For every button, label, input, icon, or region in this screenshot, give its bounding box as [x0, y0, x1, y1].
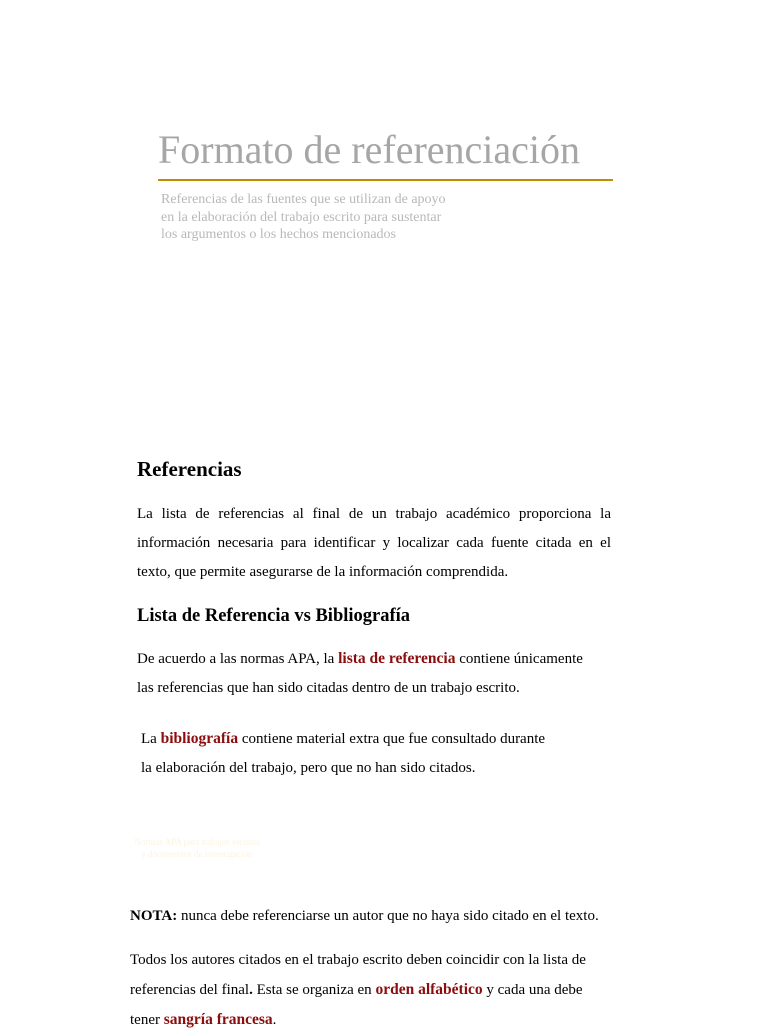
highlight-bibliografia: bibliografía: [160, 730, 239, 747]
text-run-bold-period: .: [249, 982, 253, 998]
paragraph-line: [137, 644, 617, 674]
bibliografia-paragraph: [141, 724, 621, 783]
paragraph-line: las referencias que han sido citadas dentro de un trabajo escrito.: [137, 680, 520, 696]
faint-caption-line: Normas APA para trabajos escritos: [134, 837, 260, 847]
lista-vs-bibliografia-heading: Lista de Referencia vs Bibliografía: [137, 606, 411, 626]
document-title: Formato de referenciación: [158, 127, 581, 172]
text-run: .: [272, 1012, 277, 1028]
paragraph-line: Todos los autores citados en el trabajo escrito deben coincidir con la lista de: [130, 952, 586, 968]
referencias-heading: Referencias: [137, 457, 242, 481]
highlight-orden-alfabetico: orden alfabético: [375, 981, 483, 998]
text-run: referencias del final: [130, 982, 250, 998]
paragraph-line: [141, 724, 621, 754]
highlight-sangria-francesa: sangría francesa: [163, 1011, 273, 1028]
lista-referencia-paragraph: [137, 644, 617, 703]
text-run: y cada una debe: [482, 982, 583, 998]
nota-text: nunca debe referenciarse un autor que no haya sido citado en el texto.: [177, 908, 599, 924]
referencias-paragraph: La lista de referencias al final de un trabajo académico proporciona la información necesaria para identificar y localizar cada fuente citada en el texto, que permite asegurarse de la información comprendida.: [137, 506, 611, 580]
paragraph-line: [130, 1005, 641, 1035]
nota-paragraph: [130, 902, 650, 931]
highlight-lista-de-referencia: lista de referencia: [338, 650, 456, 667]
nota-label: NOTA:: [130, 908, 178, 924]
text-run: Esta se organiza en: [252, 982, 376, 998]
title-underline-rule: [158, 179, 613, 181]
paragraph-line: la elaboración del trabajo, pero que no han sido citados.: [141, 760, 476, 776]
faint-caption: [122, 836, 272, 860]
text-run: contiene únicamente: [455, 651, 583, 667]
text-run: De acuerdo a las normas APA, la: [137, 651, 339, 667]
text-run: contiene material extra que fue consultado durante: [238, 731, 546, 747]
paragraph-line: [130, 975, 641, 1005]
subtitle-line: en la elaboración del trabajo escrito para sustentar: [161, 209, 442, 225]
document-subtitle: [161, 191, 471, 244]
text-run: tener: [130, 1012, 164, 1028]
subtitle-line: los argumentos o los hechos mencionados: [161, 227, 396, 242]
subtitle-line: Referencias de las fuentes que se utilizan de apoyo: [161, 192, 446, 207]
faint-caption-line: y documentos de investigación: [141, 849, 253, 859]
text-run: La: [141, 731, 161, 747]
autores-paragraph: [130, 946, 641, 1035]
